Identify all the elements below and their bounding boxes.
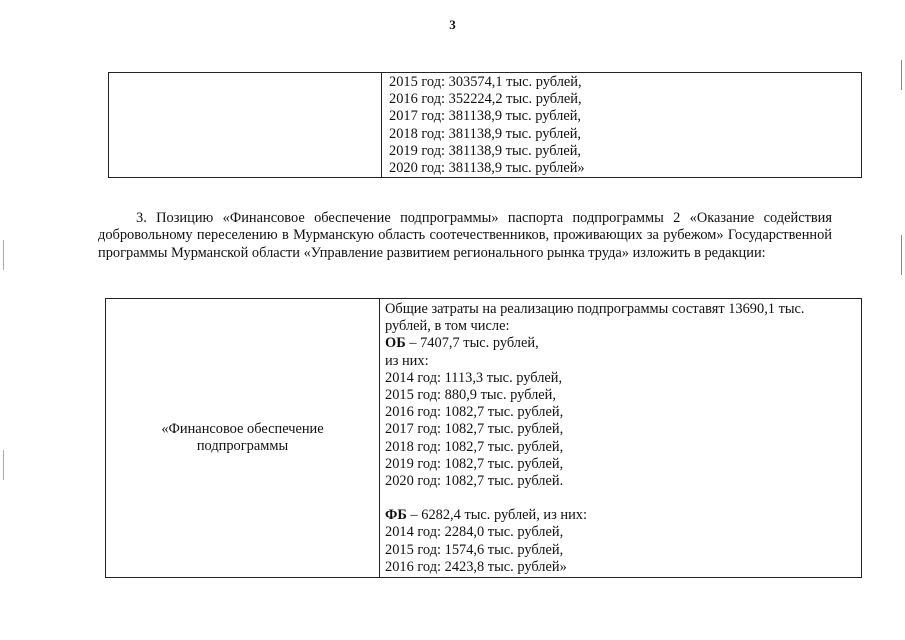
fb-year-line: 2014 год: 2284,0 тыс. рублей, <box>385 524 564 541</box>
year-line: 2017 год: 381138,9 тыс. рублей, <box>389 108 582 125</box>
year-line: 2015 год: 303574,1 тыс. рублей, <box>389 74 582 90</box>
table2-left-cell <box>106 299 380 578</box>
table1-right-cell <box>382 73 862 178</box>
scan-margin-mark <box>3 240 4 270</box>
ob-year-line: 2015 год: 880,9 тыс. рублей, <box>385 387 556 404</box>
total-costs-line2: рублей, в том числе: <box>385 318 510 335</box>
ob-sub-label: из них: <box>385 352 429 369</box>
ob-summary <box>385 335 857 352</box>
ob-year-line: 2018 год: 1082,7 тыс. рублей, <box>385 438 564 455</box>
scan-edge-mark <box>901 235 902 275</box>
scan-edge-mark <box>901 60 902 90</box>
financing-label-line1: «Финансовое обеспечение <box>161 420 324 437</box>
total-costs-line1: Общие затраты на реализацию подпрограммы составят 13690,1 тыс. <box>385 301 805 317</box>
ob-year-line: 2016 год: 1082,7 тыс. рублей, <box>385 404 564 421</box>
ob-year-line: 2014 год: 1113,3 тыс. рублей, <box>385 369 563 386</box>
amendment-text: 3. Позицию «Финансовое обеспечение подпрограммы» паспорта подпрограммы 2 «Оказание содействия добровольному переселению в Мурманскую область соотечественников, проживающих за рубежом» Государственной программы Мурманской области «Управление развитием регионального рынка труда» изложить в редакции: <box>98 210 832 261</box>
table2-right-cell <box>380 299 862 578</box>
fb-year-line: 2015 год: 1574,6 тыс. рублей, <box>385 541 564 558</box>
year-line: 2018 год: 381138,9 тыс. рублей, <box>389 125 582 142</box>
scan-margin-mark <box>3 450 4 480</box>
ob-amount: – 7407,7 тыс. рублей, <box>405 335 539 352</box>
ob-year-line: 2017 год: 1082,7 тыс. рублей, <box>385 421 564 438</box>
year-line: 2019 год: 381138,9 тыс. рублей, <box>389 142 582 159</box>
financing-table-continuation <box>108 72 862 178</box>
ob-label: ОБ <box>385 335 406 352</box>
table1-left-cell <box>109 73 382 178</box>
year-line: 2020 год: 381138,9 тыс. рублей» <box>389 160 585 177</box>
fb-amount: – 6282,4 тыс. рублей, из них: <box>406 507 587 524</box>
year-line: 2016 год: 352224,2 тыс. рублей, <box>389 91 582 108</box>
ob-year-line: 2019 год: 1082,7 тыс. рублей, <box>385 455 564 472</box>
page-number: 3 <box>449 17 456 32</box>
subprogram-financing-table <box>105 298 862 578</box>
fb-year-line: 2016 год: 2423,8 тыс. рублей» <box>385 558 567 575</box>
ob-year-line: 2020 год: 1082,7 тыс. рублей. <box>385 473 564 490</box>
financing-label-line2: подпрограммы <box>196 438 289 455</box>
fb-label: ФБ <box>385 507 407 524</box>
spacer <box>385 490 857 507</box>
fb-summary <box>385 507 857 524</box>
amendment-paragraph <box>98 210 832 262</box>
